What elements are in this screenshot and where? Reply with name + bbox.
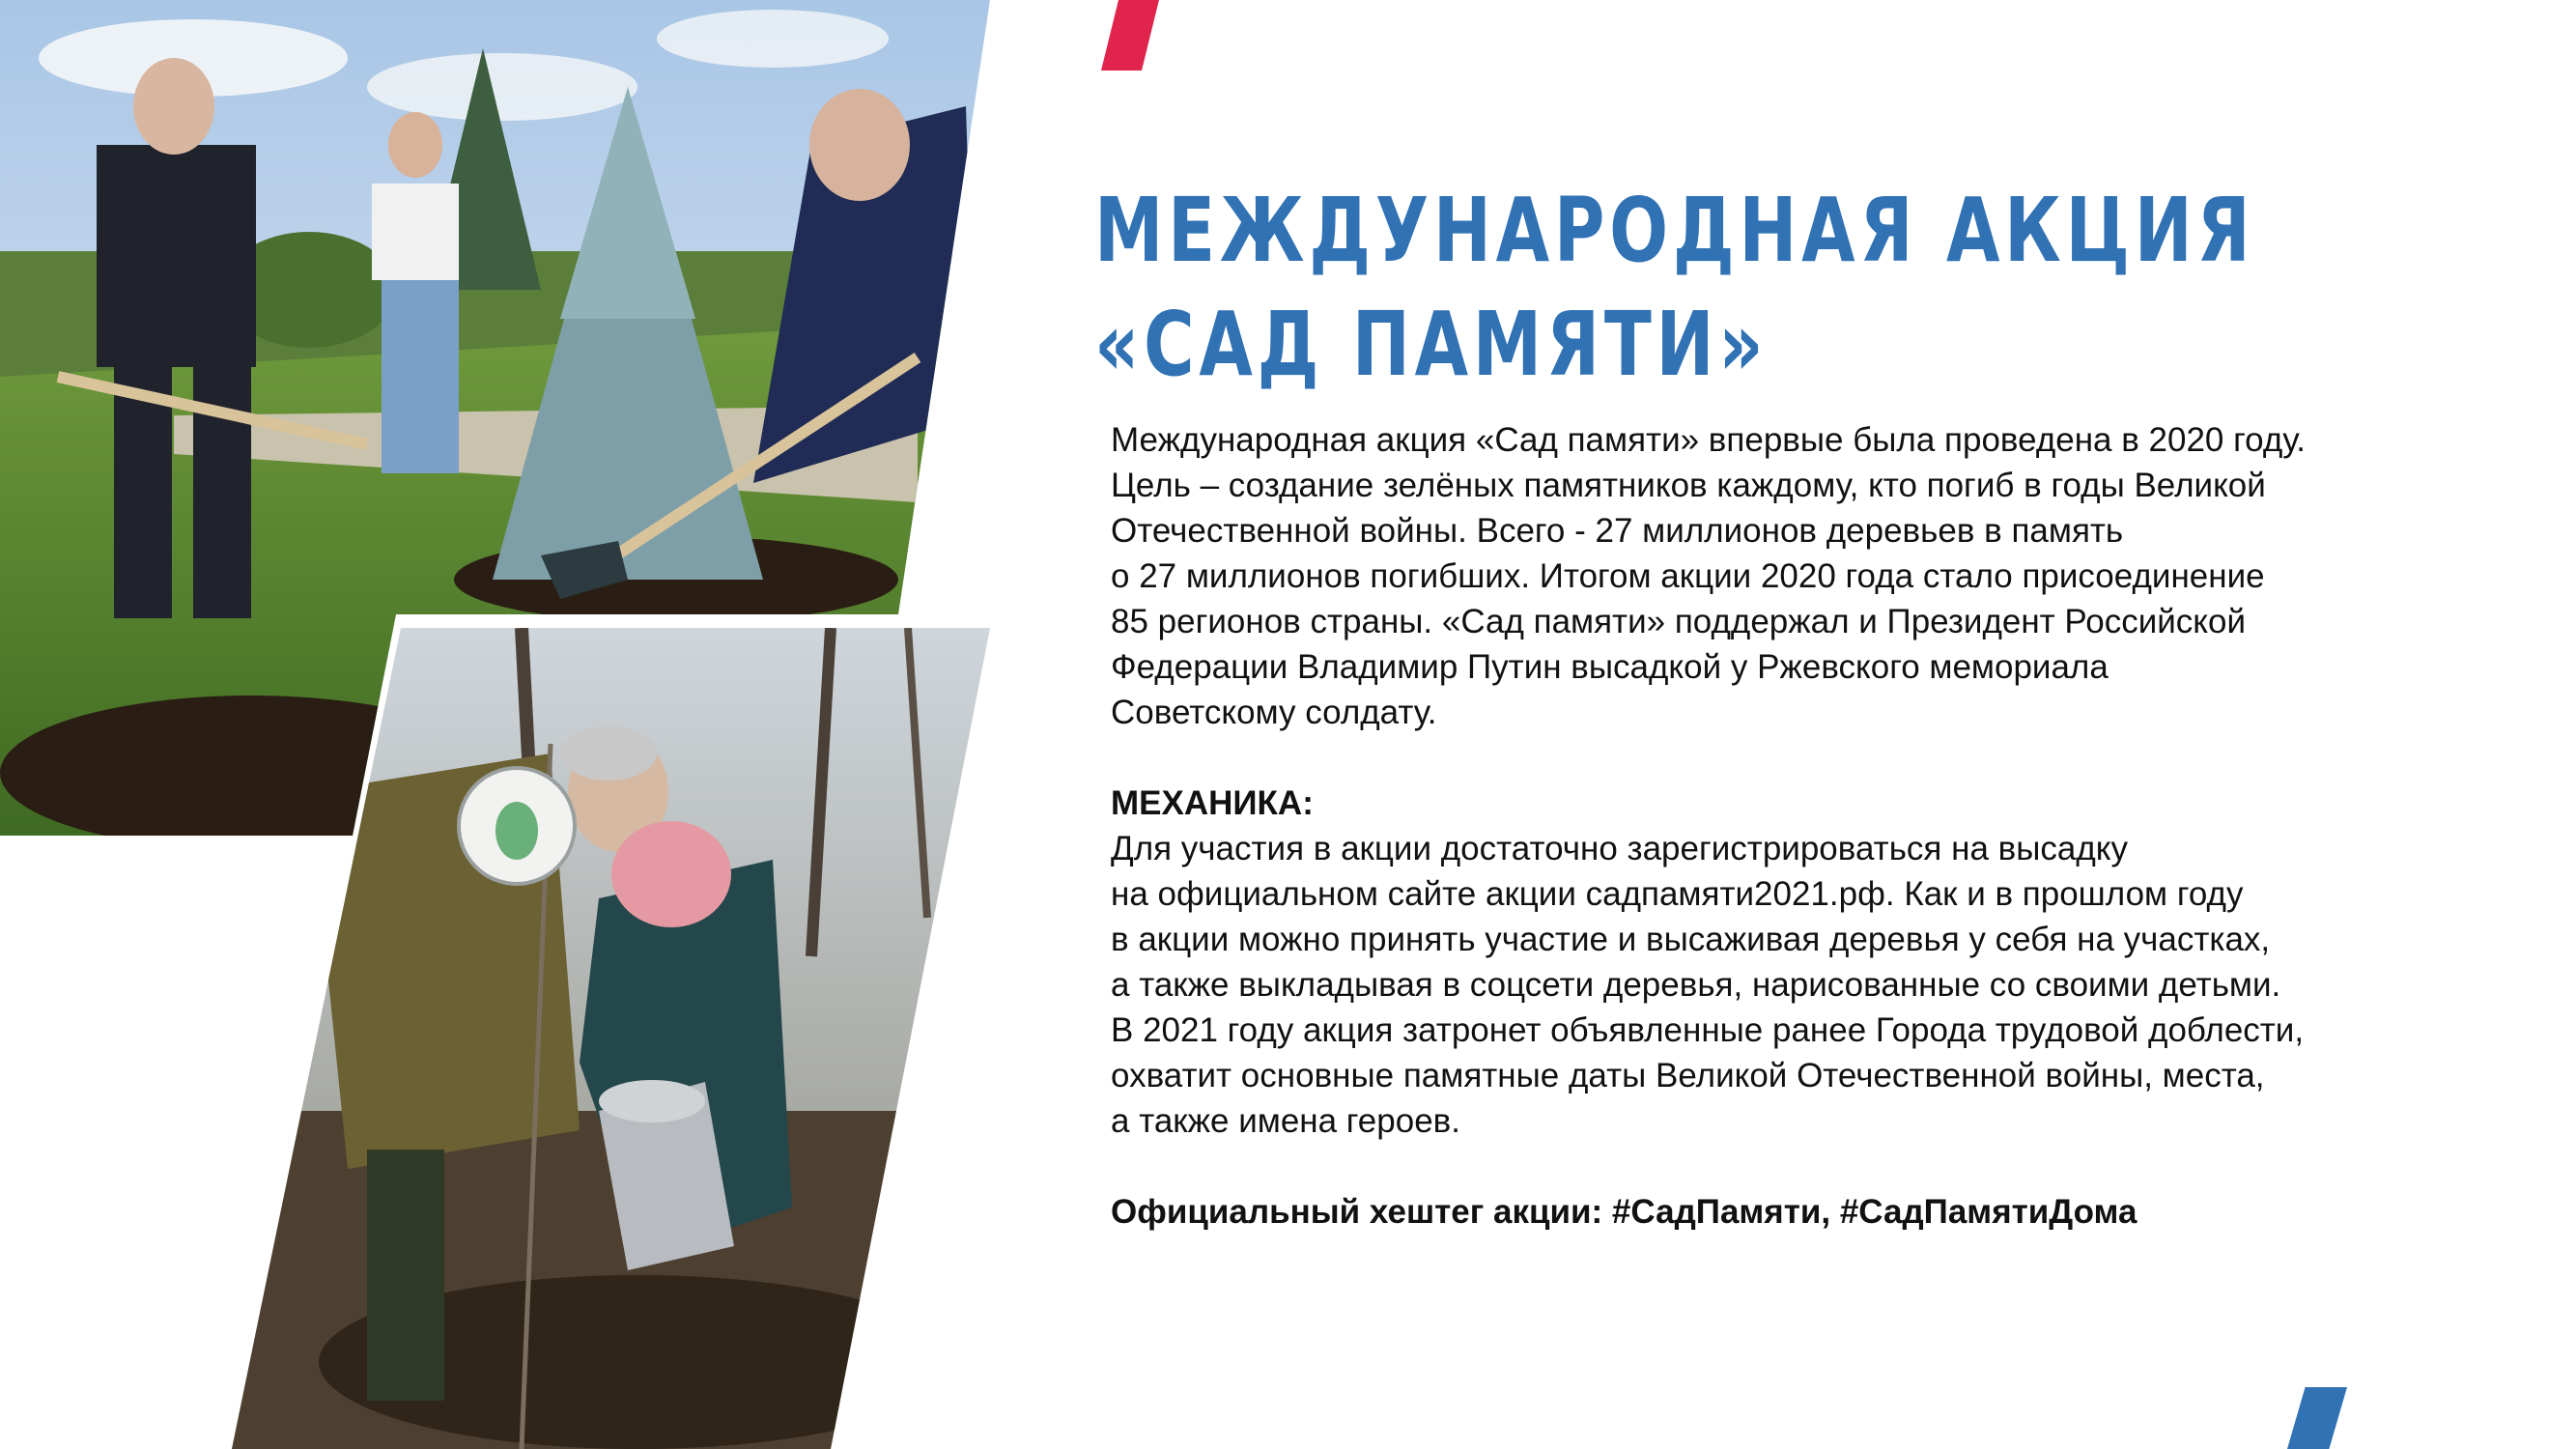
mechanics-line: охватит основные памятные даты Великой Отечественной войны, места,: [1111, 1057, 2265, 1094]
intro-line: Международная акция «Сад памяти» впервые была проведена в 2020 году.: [1111, 421, 2306, 459]
mechanics-line: в акции можно принять участие и высаживая деревья у себя на участках,: [1111, 921, 2271, 958]
mechanics-line: а также имена героев.: [1111, 1102, 1460, 1140]
red-accent-stripe: [1101, 0, 1159, 71]
blue-accent-stripe: [2287, 1387, 2347, 1449]
mechanics-line: Для участия в акции достаточно зарегистрироваться на высадку: [1111, 830, 2128, 867]
mechanics-heading: МЕХАНИКА:: [1111, 784, 1314, 822]
intro-line: Отечественной войны. Всего - 27 миллионов деревьев в память: [1111, 512, 2124, 550]
page-title: [1094, 174, 2255, 402]
description-text: [1111, 417, 2463, 1235]
mechanics-line: на официальном сайте акции садпамяти2021.рф. Как и в прошлом году: [1111, 875, 2244, 913]
title-line-1: МЕЖДУНАРОДНАЯ АКЦИЯ: [1094, 179, 2255, 282]
title-line-2: «САД ПАМЯТИ»: [1094, 293, 1769, 396]
mechanics-line: а также выкладывая в соцсети деревья, нарисованные со своими детьми.: [1111, 966, 2281, 1004]
intro-line: о 27 миллионов погибших. Итогом акции 2020 года стало присоединение: [1111, 557, 2265, 595]
intro-line: 85 регионов страны. «Сад памяти» поддержал и Президент Российской: [1111, 603, 2247, 640]
intro-line: Федерации Владимир Путин высадкой у Ржевского мемориала: [1111, 648, 2109, 686]
intro-line: Советскому солдату.: [1111, 694, 1437, 731]
intro-line: Цель – создание зелёных памятников каждому, кто погиб в годы Великой: [1111, 467, 2266, 504]
mechanics-line: В 2021 году акция затронет объявленные ранее Города трудовой доблести,: [1111, 1011, 2305, 1049]
official-hashtag: Официальный хештег акции: #СадПамяти, #СадПамятиДома: [1111, 1193, 2137, 1231]
